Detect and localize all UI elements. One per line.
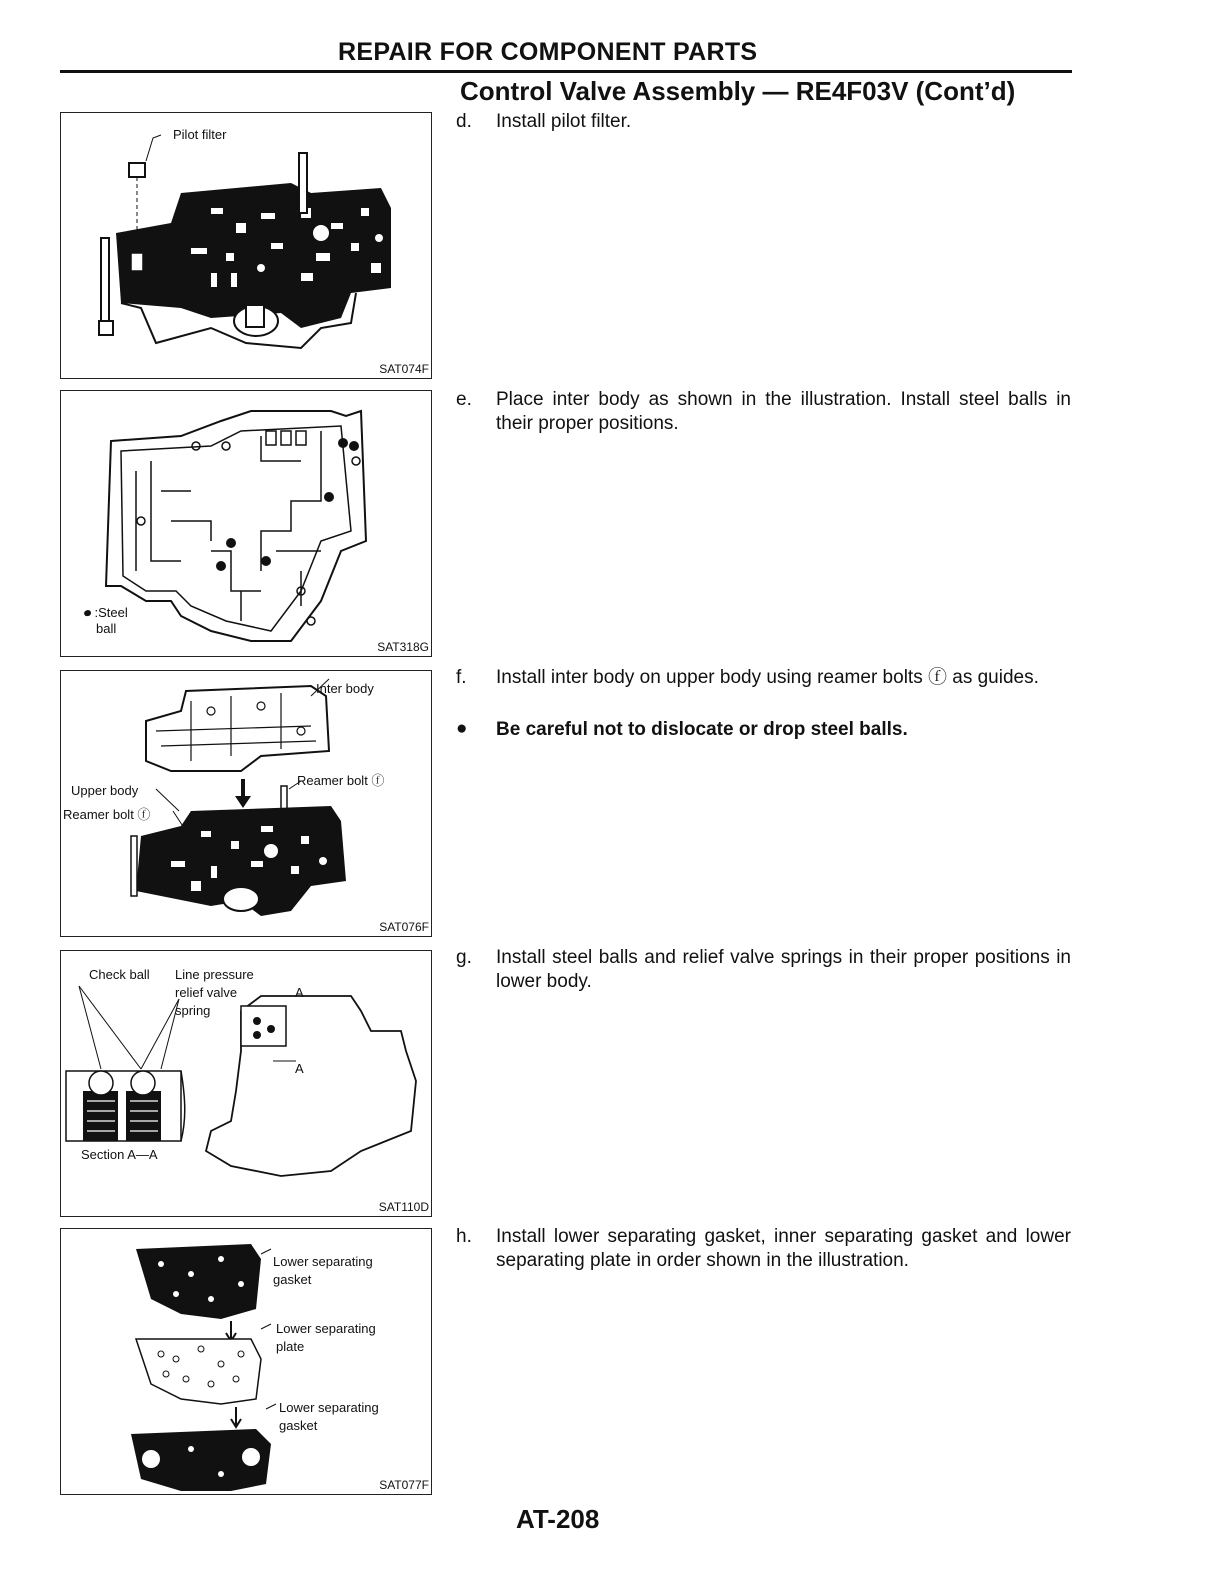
step-letter: h. — [456, 1226, 472, 1247]
figure-check-ball-lower-body — [60, 950, 432, 1217]
page-subtitle: Control Valve Assembly — RE4F03V (Cont’d) — [460, 76, 1016, 106]
lower-body-section-illustration — [61, 951, 431, 1216]
step-f — [456, 666, 1071, 690]
label-steel-ball-2: ball — [96, 621, 117, 636]
step-letter: e. — [456, 389, 472, 410]
label-check-ball: Check ball — [89, 967, 150, 982]
label-section-a-top: A — [295, 985, 304, 1000]
label-lower-gasket-bottom-2: gasket — [279, 1418, 318, 1433]
label-lower-gasket-top-2: gasket — [273, 1272, 312, 1287]
step-h — [456, 1225, 1071, 1273]
step-letter: g. — [456, 947, 472, 968]
figure-code: SAT110D — [378, 1200, 429, 1214]
figure-code: SAT074F — [379, 362, 429, 376]
label-section-a-a: Section A—A — [81, 1147, 158, 1162]
step-text: Install inter body on upper body using reamer bolts ⓕ as guides. — [496, 667, 1039, 688]
step-text: Install lower separating gasket, inner separating gasket and lower separating plate in order shown in the illustration. — [496, 1226, 1071, 1271]
step-text: Install pilot filter. — [496, 111, 632, 132]
step-d — [456, 110, 1071, 134]
label-steel-ball: ● :Steel — [83, 605, 128, 620]
label-relief-valve: relief valve — [175, 985, 238, 1000]
figure-code: SAT077F — [379, 1478, 429, 1492]
label-section-a-bottom: A — [295, 1061, 304, 1076]
figure-inter-body-steel-balls — [60, 390, 432, 657]
separating-gaskets-illustration — [61, 1229, 431, 1494]
caution-note — [456, 718, 1071, 742]
inter-upper-body-illustration — [61, 671, 431, 936]
label-spring: spring — [175, 1003, 211, 1018]
label-inter-body: Inter body — [316, 681, 374, 696]
step-letter: f. — [456, 667, 467, 688]
step-g — [456, 946, 1071, 994]
bullet-icon: ● — [456, 718, 468, 739]
step-text: Install steel balls and relief valve springs in their proper positions in lower body. — [496, 947, 1071, 992]
figure-code: SAT318G — [377, 640, 429, 654]
figure-pilot-filter — [60, 112, 432, 379]
header-rule — [60, 70, 1072, 73]
label-lower-gasket-bottom: Lower separating — [279, 1400, 379, 1415]
label-reamer-bolt-right: Reamer bolt ⓕ — [297, 773, 385, 788]
label-lower-gasket-top: Lower separating — [273, 1254, 373, 1269]
caution-text: Be careful not to dislocate or drop steel balls. — [496, 719, 908, 740]
figure-separating-gaskets — [60, 1228, 432, 1495]
label-pilot-filter: Pilot filter — [173, 127, 227, 142]
label-lower-plate: Lower separating — [276, 1321, 376, 1336]
figure-inter-upper-body — [60, 670, 432, 937]
step-text: Place inter body as shown in the illustration. Install steel balls in their proper positions. — [496, 389, 1071, 434]
step-letter: d. — [456, 111, 472, 132]
valve-body-illustration — [61, 113, 431, 378]
label-reamer-bolt-left: Reamer bolt ⓕ — [63, 807, 151, 822]
step-e — [456, 388, 1071, 436]
label-upper-body: Upper body — [71, 783, 139, 798]
label-lower-plate-2: plate — [276, 1339, 305, 1354]
label-line-pressure: Line pressure — [175, 967, 254, 982]
figure-code: SAT076F — [379, 920, 429, 934]
